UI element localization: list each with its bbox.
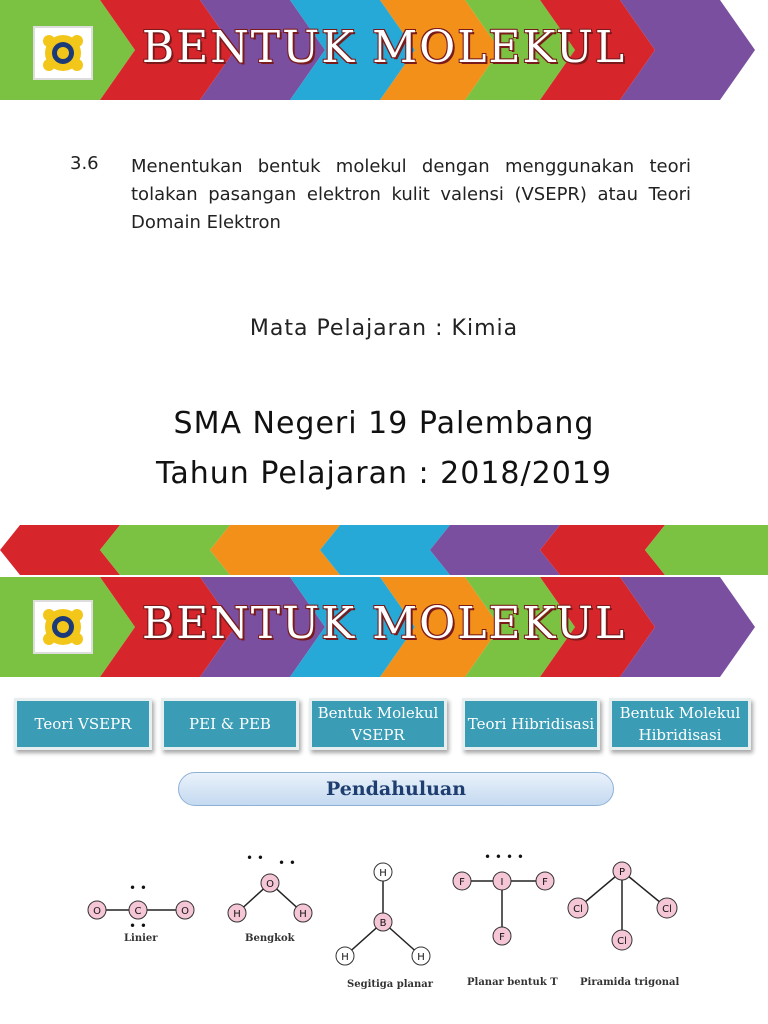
molecule-linier xyxy=(88,881,194,933)
slide1-title: BENTUK MOLEKUL xyxy=(141,22,627,73)
divider-arrows xyxy=(0,525,768,575)
atom-label: H xyxy=(299,909,307,920)
molecule-segitiga-planar xyxy=(336,863,430,965)
atom-label: I xyxy=(500,877,504,888)
atom-label: P xyxy=(618,867,626,878)
atom-label: O xyxy=(181,906,189,917)
molecule-planar-bentuk-t xyxy=(453,850,554,945)
atom-label: F xyxy=(459,877,465,888)
caption-linier: Linier xyxy=(124,933,158,944)
nav-bentuk-molekul-vsepr[interactable]: Bentuk Molekul VSEPR xyxy=(309,698,447,750)
atom-label: H xyxy=(379,868,387,879)
subject-label: Mata Pelajaran : Kimia xyxy=(249,316,519,341)
svg-text:• •: • • xyxy=(278,856,296,870)
caption-segitiga-planar: Segitiga planar xyxy=(347,979,434,990)
svg-text:• •: • • xyxy=(129,881,147,895)
svg-text:• •: • • xyxy=(246,851,264,865)
nav-teori-vsepr[interactable]: Teori VSEPR xyxy=(14,698,152,750)
school-year: Tahun Pelajaran : 2018/2019 xyxy=(156,456,612,491)
section-pendahuluan[interactable]: Pendahuluan xyxy=(178,772,614,806)
kd-number: 3.6 xyxy=(70,153,99,174)
atom-label: Cl xyxy=(617,936,627,947)
caption-bengkok: Bengkok xyxy=(245,933,295,944)
svg-text:• •: • • xyxy=(506,850,524,864)
atom-label: F xyxy=(542,877,548,888)
slide2-title: BENTUK MOLEKUL xyxy=(141,598,627,649)
atom-label: C xyxy=(134,906,142,917)
atom-label: H xyxy=(417,952,425,963)
nav-teori-hibridisasi[interactable]: Teori Hibridisasi xyxy=(462,698,600,750)
caption-planar-bentuk-t: Planar bentuk T xyxy=(467,977,558,988)
atom-label: Cl xyxy=(662,904,672,915)
svg-text:• •: • • xyxy=(129,919,147,933)
atom-label: H xyxy=(341,952,349,963)
molecule-piramida-trigonal xyxy=(568,862,677,950)
atom-label: O xyxy=(266,879,274,890)
kd-description: Menentukan bentuk molekul dengan menggunakan teori tolakan pasangan elektron kulit valensi (VSEPR) atau Teori Domain Elektron xyxy=(131,156,691,233)
nav-bentuk-molekul-hibridisasi[interactable]: Bentuk Molekul Hibridisasi xyxy=(609,698,751,750)
nav-pei-peb[interactable]: PEI & PEB xyxy=(161,698,299,750)
molecule-bengkok xyxy=(228,851,312,922)
atom-label: H xyxy=(233,909,241,920)
atom-label: F xyxy=(499,932,505,943)
atom-label: Cl xyxy=(573,904,583,915)
svg-text:• •: • • xyxy=(484,850,502,864)
school-name: SMA Negeri 19 Palembang xyxy=(173,406,595,441)
atom-label: O xyxy=(93,906,101,917)
caption-piramida-trigonal: Piramida trigonal xyxy=(580,977,680,988)
atom-label: B xyxy=(379,918,387,929)
molecule-shapes-diagram xyxy=(75,848,700,998)
